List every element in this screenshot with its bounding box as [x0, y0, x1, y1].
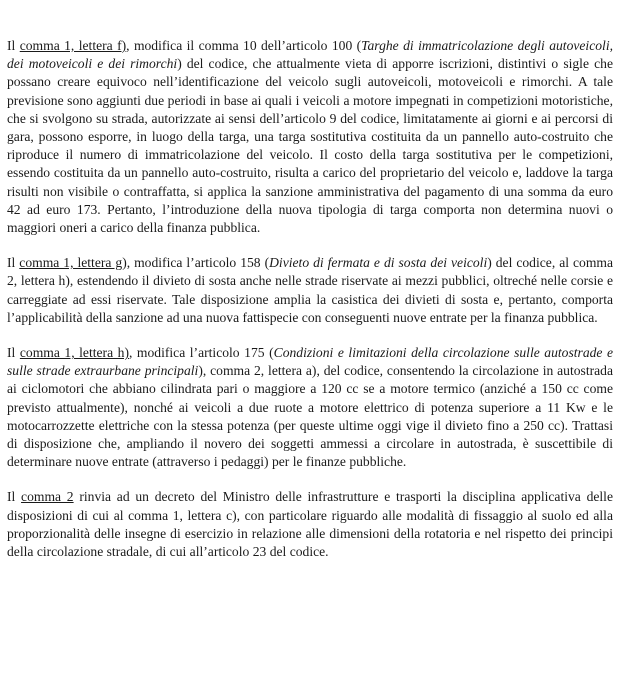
paragraph-comma-2: [7, 488, 613, 561]
article-reference: comma 1, lettera f): [19, 38, 127, 53]
paragraph-text: ) del codice, al comma 2, lettera h), estendendo il divieto di sosta anche nelle strade riservate ai mezzi pubblici, oltreché nelle corsie e carreggiate ad essi riservate. Tale disposizione amplia la casistica dei divieti di sosta e, pertanto, comporta l’applicabilità della sanzione ad una nuova fattispecie con conseguenti nuove entrate per la finanza pubblica.: [7, 255, 613, 325]
paragraph-text: Il: [7, 255, 20, 271]
paragraph-text: Il: [7, 345, 20, 361]
paragraph-text: , modifica l’articolo 175 (: [128, 345, 274, 361]
article-title: Targhe di immatricolazione degli autoveicoli, dei motoveicoli e dei rimorchi: [7, 38, 613, 72]
paragraph-text: ), modifica l’articolo 158 (: [122, 255, 270, 271]
article-reference: comma 2: [21, 489, 74, 505]
article-reference: comma 1, lettera g: [19, 255, 123, 271]
paragraph-comma-1-lettera-g: [7, 254, 613, 327]
article-title: Divieto di fermata e di sosta dei veicoli: [269, 255, 488, 271]
paragraph-text: Il: [7, 489, 22, 505]
paragraph-text: , modifica il comma 10 dell’articolo 100 (: [126, 38, 362, 53]
article-title: Condizioni e limitazioni della circolazione sulle autostrade e sulle strade extraurbane principali: [7, 345, 614, 379]
paragraph-text: ) del codice, che attualmente vieta di apporre iscrizioni, distintivi o sigle che possano creare equivoco nell’identificazione del veicolo sugli autoveicoli, motoveicoli e rimorchi. A tale previsione sono aggiunti due periodi in base ai quali i veicoli a motore impegnati in competizioni motoristiche, che si svolgono su strada, autorizzate ai sensi dell’articolo 9 del codice, limitatamente ai giorni e ai percorsi di gara, possono esporre, in luogo della targa, una targa sostitutiva costituita da un pannello auto-costruito che riproduce il numero di immatricolazione del veicolo. Il costo della targa sostitutiva per le competizioni, essendo costituita da un pannello auto-costruito, risulta a carico del proprietario del veicolo e, laddove la targa risulti non visibile o contraffatta, si applica la sanzione amministrativa del pagamento di una somma da euro 42 ad euro 173. Pertanto, l’introduzione della nuova tipologia di targa comporta non determina nuovi o maggiori oneri a carico della finanza pubblica.: [7, 56, 613, 236]
paragraph-text: ), comma 2, lettera a), del codice, consentendo la circolazione in autostrada ai ciclomotori che abbiano cilindrata pari o maggiore a 120 cc se a motore termico (anziché a 150 cc come previsto attualmente), nonché ai veicoli a due ruote a motore elettrico di potenza superiore a 11 Kw e le motocarrozzette elettriche con la stessa potenza (per queste ultime oggi vige il divieto fino a 250 cc). Trattasi di disposizione che, ampliando il novero dei soggetti ammessi a circolare in autostrada, è suscettibile di determinare nuove entrate (attraverso i pedaggi) per le finanze pubbliche.: [7, 363, 613, 470]
paragraph-comma-1-lettera-h: [7, 344, 613, 471]
paragraph-text: rinvia ad un decreto del Ministro delle infrastrutture e trasporti la disciplina applicativa delle disposizioni di cui al comma 1, lettera c), con particolare riguardo alle modalità di fissaggio al suolo ed alla proporzionalità delle insegne di esercizio in relazione alle dimensioni della rotatoria e nel rispetto dei principi della circolazione stradale, di cui all’articolo 23 del codice.: [7, 489, 613, 560]
paragraph-text: Il: [7, 38, 20, 53]
article-reference: comma 1, lettera h): [19, 345, 129, 361]
paragraph-comma-1-lettera-f: [7, 37, 613, 237]
